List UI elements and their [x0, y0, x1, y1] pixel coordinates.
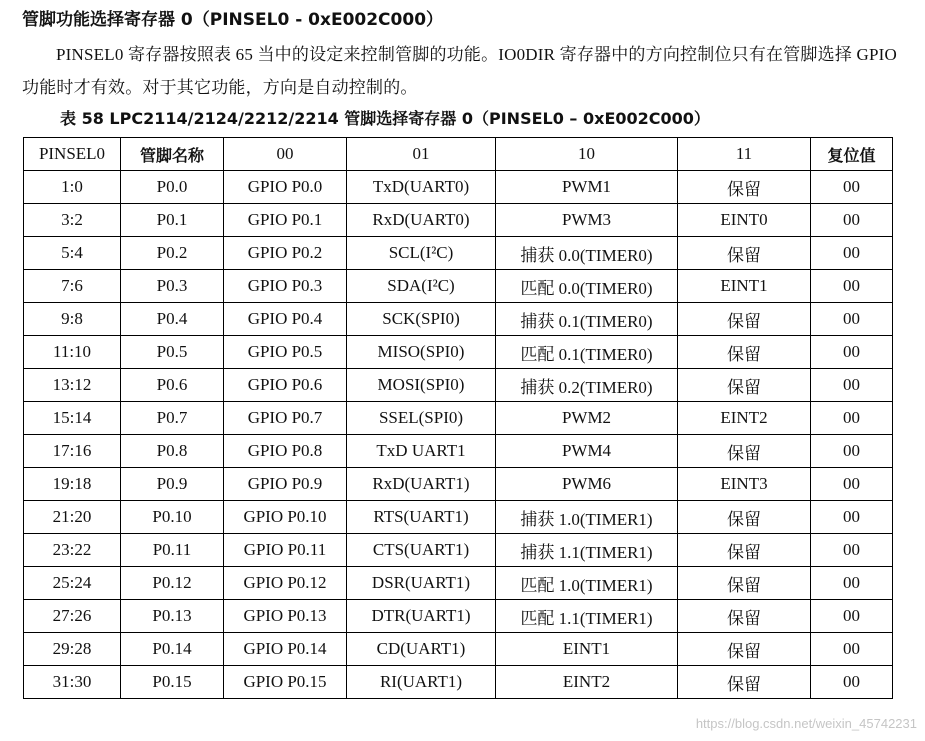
cell-bits: 1:0 [24, 171, 121, 204]
cell-func-00: GPIO P0.12 [224, 567, 347, 600]
cell-func-11: EINT2 [678, 402, 811, 435]
cell-pin-name: P0.5 [121, 336, 224, 369]
header-01: 01 [347, 138, 496, 171]
table-row [24, 402, 893, 435]
table-row [24, 270, 893, 303]
cell-func-11: EINT0 [678, 204, 811, 237]
table-row [24, 171, 893, 204]
cell-bits: 17:16 [24, 435, 121, 468]
cell-bits: 3:2 [24, 204, 121, 237]
cell-reset-value: 00 [811, 501, 893, 534]
cell-reset-value: 00 [811, 237, 893, 270]
cell-func-10: PWM1 [496, 171, 678, 204]
table-row [24, 204, 893, 237]
cell-reset-value: 00 [811, 666, 893, 699]
cell-bits: 25:24 [24, 567, 121, 600]
description-paragraph [22, 38, 912, 104]
cell-func-10: 捕获 0.1(TIMER0) [496, 303, 678, 336]
cell-pin-name: P0.9 [121, 468, 224, 501]
cell-func-00: GPIO P0.15 [224, 666, 347, 699]
cell-func-11: 保留 [678, 435, 811, 468]
cell-pin-name: P0.4 [121, 303, 224, 336]
cell-reset-value: 00 [811, 633, 893, 666]
cell-bits: 5:4 [24, 237, 121, 270]
cell-bits: 21:20 [24, 501, 121, 534]
header-pin-name: 管脚名称 [121, 138, 224, 171]
cell-func-00: GPIO P0.11 [224, 534, 347, 567]
cell-func-10: 捕获 0.0(TIMER0) [496, 237, 678, 270]
cell-func-10: EINT1 [496, 633, 678, 666]
cell-func-01: SDA(I²C) [347, 270, 496, 303]
cell-func-00: GPIO P0.9 [224, 468, 347, 501]
cell-bits: 11:10 [24, 336, 121, 369]
cell-pin-name: P0.13 [121, 600, 224, 633]
header-10: 10 [496, 138, 678, 171]
cell-reset-value: 00 [811, 171, 893, 204]
cell-func-10: 捕获 0.2(TIMER0) [496, 369, 678, 402]
cell-func-00: GPIO P0.8 [224, 435, 347, 468]
table-row [24, 633, 893, 666]
table-body [24, 171, 893, 699]
cell-func-01: SCL(I²C) [347, 237, 496, 270]
table-row [24, 666, 893, 699]
section-heading: 管脚功能选择寄存器 0（PINSEL0 - 0xE002C000） [22, 10, 444, 30]
cell-func-10: PWM2 [496, 402, 678, 435]
cell-pin-name: P0.12 [121, 567, 224, 600]
cell-pin-name: P0.7 [121, 402, 224, 435]
cell-reset-value: 00 [811, 369, 893, 402]
cell-reset-value: 00 [811, 336, 893, 369]
table-row [24, 534, 893, 567]
cell-func-01: TxD(UART0) [347, 171, 496, 204]
cell-func-00: GPIO P0.3 [224, 270, 347, 303]
cell-func-00: GPIO P0.2 [224, 237, 347, 270]
cell-func-11: 保留 [678, 369, 811, 402]
cell-pin-name: P0.10 [121, 501, 224, 534]
cell-func-00: GPIO P0.0 [224, 171, 347, 204]
table-row [24, 336, 893, 369]
cell-func-11: 保留 [678, 600, 811, 633]
cell-func-00: GPIO P0.13 [224, 600, 347, 633]
cell-reset-value: 00 [811, 270, 893, 303]
table-row [24, 567, 893, 600]
cell-func-01: DTR(UART1) [347, 600, 496, 633]
cell-func-10: 匹配 0.0(TIMER0) [496, 270, 678, 303]
cell-reset-value: 00 [811, 303, 893, 336]
cell-bits: 29:28 [24, 633, 121, 666]
cell-func-10: 捕获 1.0(TIMER1) [496, 501, 678, 534]
cell-bits: 27:26 [24, 600, 121, 633]
cell-pin-name: P0.0 [121, 171, 224, 204]
cell-func-11: EINT3 [678, 468, 811, 501]
cell-func-00: GPIO P0.14 [224, 633, 347, 666]
cell-pin-name: P0.8 [121, 435, 224, 468]
cell-func-01: CTS(UART1) [347, 534, 496, 567]
cell-pin-name: P0.3 [121, 270, 224, 303]
cell-pin-name: P0.11 [121, 534, 224, 567]
cell-func-11: 保留 [678, 534, 811, 567]
cell-func-10: EINT2 [496, 666, 678, 699]
table-header-row [24, 138, 893, 171]
description-text: PINSEL0 寄存器按照表 65 当中的设定来控制管脚的功能。IO0DIR 寄存器中的方向控制位只有在管脚选择 GPIO 功能时才有效。对于其它功能，方向是自动控制的。 [22, 45, 897, 97]
cell-bits: 15:14 [24, 402, 121, 435]
cell-reset-value: 00 [811, 600, 893, 633]
cell-func-11: 保留 [678, 336, 811, 369]
cell-func-11: EINT1 [678, 270, 811, 303]
table-row [24, 435, 893, 468]
cell-func-01: RxD(UART1) [347, 468, 496, 501]
cell-bits: 31:30 [24, 666, 121, 699]
cell-func-01: MOSI(SPI0) [347, 369, 496, 402]
table-row [24, 501, 893, 534]
header-pinsel0: PINSEL0 [24, 138, 121, 171]
cell-func-11: 保留 [678, 237, 811, 270]
cell-func-01: SSEL(SPI0) [347, 402, 496, 435]
cell-reset-value: 00 [811, 534, 893, 567]
cell-func-10: 匹配 0.1(TIMER0) [496, 336, 678, 369]
cell-pin-name: P0.1 [121, 204, 224, 237]
cell-func-00: GPIO P0.4 [224, 303, 347, 336]
cell-func-01: SCK(SPI0) [347, 303, 496, 336]
cell-func-10: PWM6 [496, 468, 678, 501]
cell-bits: 7:6 [24, 270, 121, 303]
cell-func-00: GPIO P0.6 [224, 369, 347, 402]
watermark: https://blog.csdn.net/weixin_45742231 [695, 716, 917, 731]
cell-func-01: DSR(UART1) [347, 567, 496, 600]
cell-bits: 23:22 [24, 534, 121, 567]
cell-pin-name: P0.14 [121, 633, 224, 666]
cell-func-10: 捕获 1.1(TIMER1) [496, 534, 678, 567]
pinsel0-table [23, 137, 893, 699]
table-caption: 表 58 LPC2114/2124/2212/2214 管脚选择寄存器 0（PINSEL0 – 0xE002C000） [60, 109, 710, 128]
cell-func-00: GPIO P0.7 [224, 402, 347, 435]
table-row [24, 237, 893, 270]
cell-reset-value: 00 [811, 204, 893, 237]
cell-func-11: 保留 [678, 567, 811, 600]
cell-reset-value: 00 [811, 435, 893, 468]
cell-reset-value: 00 [811, 402, 893, 435]
cell-func-10: 匹配 1.1(TIMER1) [496, 600, 678, 633]
cell-pin-name: P0.15 [121, 666, 224, 699]
cell-reset-value: 00 [811, 468, 893, 501]
cell-func-01: TxD UART1 [347, 435, 496, 468]
cell-func-11: 保留 [678, 171, 811, 204]
cell-func-01: RI(UART1) [347, 666, 496, 699]
cell-pin-name: P0.6 [121, 369, 224, 402]
cell-func-11: 保留 [678, 633, 811, 666]
cell-func-10: PWM3 [496, 204, 678, 237]
cell-func-00: GPIO P0.10 [224, 501, 347, 534]
cell-bits: 13:12 [24, 369, 121, 402]
cell-func-01: MISO(SPI0) [347, 336, 496, 369]
cell-func-10: 匹配 1.0(TIMER1) [496, 567, 678, 600]
header-11: 11 [678, 138, 811, 171]
cell-func-01: RTS(UART1) [347, 501, 496, 534]
cell-pin-name: P0.2 [121, 237, 224, 270]
cell-func-00: GPIO P0.5 [224, 336, 347, 369]
cell-func-00: GPIO P0.1 [224, 204, 347, 237]
table-row [24, 600, 893, 633]
cell-func-11: 保留 [678, 303, 811, 336]
header-reset-value: 复位值 [811, 138, 893, 171]
cell-bits: 9:8 [24, 303, 121, 336]
header-00: 00 [224, 138, 347, 171]
cell-func-11: 保留 [678, 666, 811, 699]
cell-bits: 19:18 [24, 468, 121, 501]
table-row [24, 369, 893, 402]
cell-func-11: 保留 [678, 501, 811, 534]
cell-func-10: PWM4 [496, 435, 678, 468]
table-row [24, 468, 893, 501]
cell-reset-value: 00 [811, 567, 893, 600]
cell-func-01: CD(UART1) [347, 633, 496, 666]
table-row [24, 303, 893, 336]
cell-func-01: RxD(UART0) [347, 204, 496, 237]
